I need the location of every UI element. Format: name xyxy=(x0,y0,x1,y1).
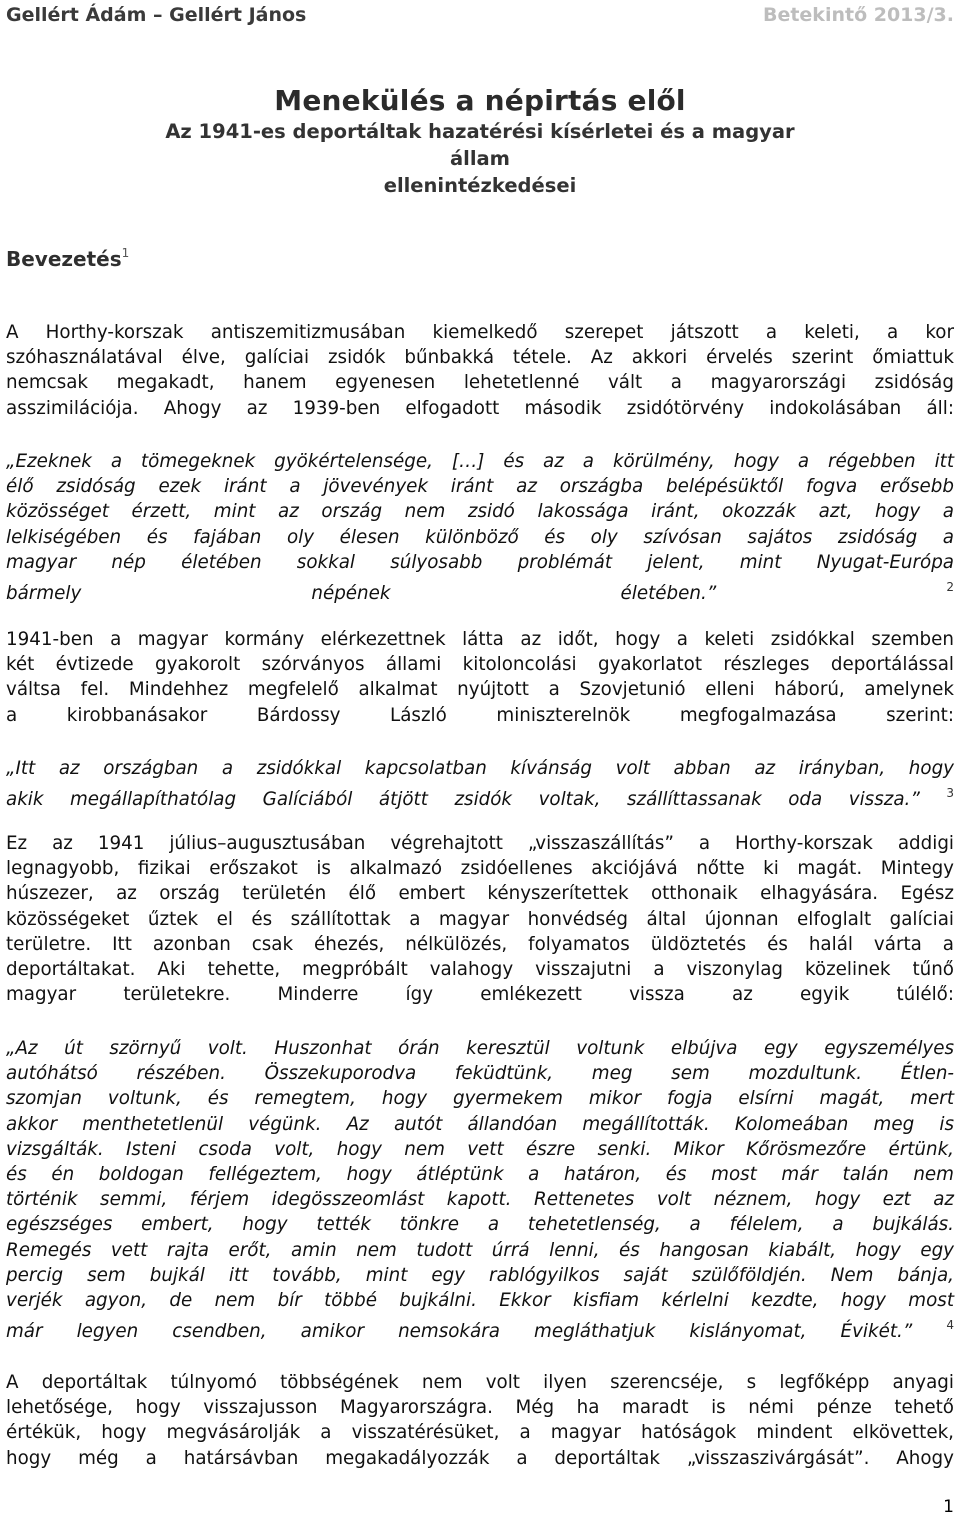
text-line xyxy=(6,907,954,932)
text-line xyxy=(6,831,954,856)
running-header xyxy=(6,4,954,30)
text-line xyxy=(6,1313,954,1344)
text-line-content: „Az út szörnyű volt. Huszonhat órán keresztül voltunk elbújva egy egyszemélyes xyxy=(6,1038,954,1059)
paragraph-2 xyxy=(6,627,954,728)
text-line-content: A deportáltak túlnyomó többségének nem volt ilyen szerencséje, s legfőképp anyagi xyxy=(6,1372,954,1393)
text-line xyxy=(6,856,954,881)
text-line xyxy=(6,449,954,474)
section-heading-text: Bevezetés xyxy=(6,247,122,271)
text-line xyxy=(6,575,954,606)
article-title: Menekülés a népirtás elől xyxy=(274,84,686,117)
text-line xyxy=(6,1288,954,1313)
text-line-content: a kirobbanásakor Bárdossy László miniszterelnök megfogalmazása szerint: xyxy=(6,704,954,726)
text-line xyxy=(6,1086,954,1111)
text-line-content: már legyen csendben, amikor nemsokára megláthatjuk kislányomat, Évikét.” xyxy=(6,1321,913,1343)
text-line xyxy=(6,1395,954,1420)
text-line xyxy=(6,677,954,702)
text-line-content: A Horthy-korszak antiszemitizmusában kiemelkedő szerepet játszott a keleti, a kor xyxy=(6,322,954,343)
footnote-ref: 2 xyxy=(946,580,954,595)
text-line xyxy=(6,1162,954,1187)
text-line xyxy=(6,550,954,575)
text-line-content: szomjan voltunk, és remegtem, hogy gyermekem mikor fogja elsírni magát, mert xyxy=(6,1088,954,1110)
text-line-content: közösségeket űztek el és szállítottak a magyar honvédség által újonnan elfoglalt galíciai xyxy=(6,908,954,930)
text-line-content: magyar területekre. Minderre így emlékezett vissza az egyik túlélő: xyxy=(6,984,954,1006)
text-line xyxy=(6,396,954,421)
quote-2 xyxy=(6,756,954,812)
text-line-content: történik semmi, férjem idegösszeomlást kapott. Rettenetes volt néznem, hogy ezt az xyxy=(6,1189,954,1211)
text-line xyxy=(6,932,954,957)
text-line-content: egészséges embert, hogy tették tönkre a tehetetlenség, a félelem, a bujkálás. xyxy=(6,1214,954,1236)
subtitle-line-1: Az 1941-es deportáltak hazatérési kísérletei és a magyar állam xyxy=(165,120,795,170)
text-line-content: akik megállapíthatólag Galíciából átjött zsidók voltak, szállíttassanak oda vissza.” xyxy=(6,789,920,811)
text-line-content: bármely népének életében.” xyxy=(6,583,717,605)
header-authors: Gellért Ádám – Gellért János xyxy=(6,4,307,26)
section-heading xyxy=(6,246,129,271)
text-line-content: váltsa fel. Mindehhez megfelelő alkalmat nyújtott a Szovjetunió elleni háború, amelynek xyxy=(6,679,954,701)
text-line-content: értékük, hogy megvásárolják a visszatérésüket, a magyar hatóságok mindent elkövettek, xyxy=(6,1422,954,1444)
text-line-content: magyar nép életében sokkal súlyosabb problémát jelent, mint Nyugat-Európa xyxy=(6,551,954,573)
footnote-ref: 3 xyxy=(946,786,955,801)
text-line-content: Ez az 1941 július–augusztusában végrehajtott „visszaszállítás” a Horthy-korszak addigi xyxy=(6,833,954,854)
text-line xyxy=(6,881,954,906)
text-line xyxy=(6,703,954,728)
text-line-content: Remegés vett rajta erőt, amin nem tudott úrrá lenni, és hangosan kiabált, hogy egy xyxy=(6,1239,954,1261)
text-line-content: lelkiségében és fajában oly élesen különböző és oly szívósan sajátos zsidóság a xyxy=(6,526,954,548)
text-line-content: percig sem bujkál itt tovább, mint egy rablógyilkos saját szülőföldjén. Nem bánja, xyxy=(6,1264,954,1286)
text-line xyxy=(6,1238,954,1263)
text-line-content: autóhátsó részében. Összekuporodva feküdtünk, meg sem mozdultunk. Étlen- xyxy=(6,1063,954,1085)
text-line xyxy=(6,957,954,982)
footnote-ref: 1 xyxy=(121,246,130,260)
footnote-ref: 4 xyxy=(946,1318,955,1333)
text-line-content: közösséget érzett, mint az ország nem zsidó lakossága iránt, okozzák azt, hogy a xyxy=(6,501,954,523)
text-line xyxy=(6,1036,954,1061)
text-line xyxy=(6,1187,954,1212)
text-line xyxy=(6,345,954,370)
text-line xyxy=(6,1370,954,1395)
text-line-content: nemcsak megakadt, hanem egyenesen lehetetlenné vált a magyarországi zsidóság xyxy=(6,372,954,394)
text-line xyxy=(6,525,954,550)
text-line-content: szóhasználatával élve, galíciai zsidók bűnbakká tétele. Az akkori érvelés szerint őmiattuk xyxy=(6,347,954,369)
text-line xyxy=(6,982,954,1007)
text-line-content: élő zsidóság ezek iránt a jövevények iránt az országba belépésüktől fogva erősebb xyxy=(6,476,954,498)
text-line-content: és én boldogan fellégeztem, hogy átléptünk a határon, és most már talán nem xyxy=(6,1164,954,1186)
text-line-content: akkor menthetetlenül végünk. Az autót állandóan megállították. Kolomeában meg is xyxy=(6,1113,954,1135)
subtitle-line-2: ellenintézkedései xyxy=(383,174,577,197)
text-line-content: asszimilációja. Ahogy az 1939-ben elfogadott második zsidótörvény indokolásában áll: xyxy=(6,397,954,419)
text-line xyxy=(6,499,954,524)
text-line xyxy=(6,756,954,781)
text-line-content: húszezer, az ország területén élő embert kényszerítettek otthonaik elhagyására. Egész xyxy=(6,883,954,905)
text-line xyxy=(6,320,954,345)
quote-1 xyxy=(6,449,954,606)
text-line xyxy=(6,1212,954,1237)
text-line xyxy=(6,1446,954,1471)
paragraph-1 xyxy=(6,320,954,421)
text-line-content: verjék agyon, de nem bír többé bujkálni. Ekkor kisfiam kérlelni kezdte, hogy most xyxy=(6,1290,954,1312)
text-line-content: hogy még a határsávban megakadályozzák a deportáltak „visszaszivárgását”. Ahogy xyxy=(6,1447,954,1469)
text-line-content: „Itt az országban a zsidókkal kapcsolatban kívánság volt abban az irányban, hogy xyxy=(6,758,954,779)
header-journal: Betekintő 2013/3. xyxy=(762,4,954,26)
text-line-content: vizsgálták. Isteni csoda volt, hogy nem vett észre senki. Mikor Kőrösmezőre értünk, xyxy=(6,1138,954,1160)
text-line-content: területre. Itt azonban csak éhezés, nélkülözés, folyamatos üldöztetés és halál várta a xyxy=(6,933,954,955)
text-line-content: lehetősége, hogy visszajusson Magyarországra. Még ha maradt is némi pénze tehető xyxy=(6,1397,954,1419)
quote-3 xyxy=(6,1036,954,1344)
text-line-content: legnagyobb, fizikai erőszakot is alkalmazó zsidóellenes akciójává nőtte ki magát. Mintegy xyxy=(6,858,954,880)
text-line xyxy=(6,1112,954,1137)
text-line xyxy=(6,1420,954,1445)
paragraph-3 xyxy=(6,831,954,1007)
page-number: 1 xyxy=(943,1497,954,1517)
article-subtitle xyxy=(150,118,810,199)
text-line xyxy=(6,1137,954,1162)
text-line xyxy=(6,652,954,677)
text-line-content: 1941-ben a magyar kormány elérkezettnek látta az időt, hogy a keleti zsidókkal szemben xyxy=(6,629,954,650)
text-line xyxy=(6,1061,954,1086)
text-line-content: „Ezeknek a tömegeknek gyökértelensége, […] és az a körülmény, hogy a régebben itt xyxy=(6,451,954,472)
text-line-content: deportáltakat. Aki tehette, megpróbált valahogy visszajutni a viszonylag közelinek tűnő xyxy=(6,959,954,981)
text-line xyxy=(6,474,954,499)
paragraph-4 xyxy=(6,1370,954,1471)
text-line xyxy=(6,627,954,652)
text-line xyxy=(6,370,954,395)
text-line xyxy=(6,1263,954,1288)
text-line-content: két évtizede gyakorolt szórványos állami kitoloncolási gyakorlatot részleges deportálással xyxy=(6,654,954,676)
text-line xyxy=(6,781,954,812)
